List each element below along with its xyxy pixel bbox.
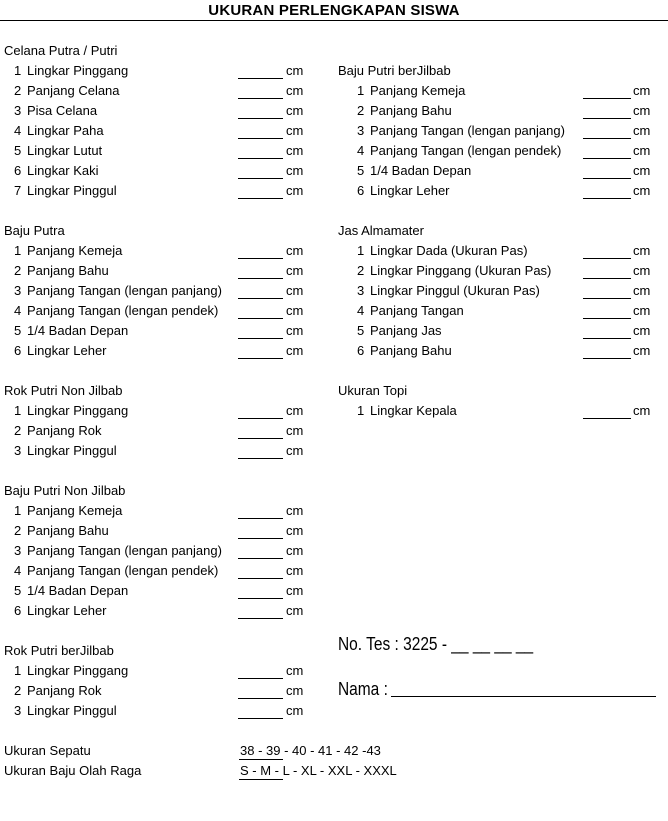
unit-label: cm	[633, 243, 651, 258]
measure-input-celana-putra-putri-1[interactable]	[238, 78, 283, 79]
unit-label: cm	[633, 263, 651, 278]
item-number: 6	[14, 603, 22, 618]
measure-input-jas-almamater-5[interactable]	[583, 338, 631, 339]
unit-label: cm	[633, 123, 651, 138]
unit-label: cm	[633, 303, 651, 318]
item-number: 3	[14, 543, 22, 558]
unit-label: cm	[633, 343, 651, 358]
unit-label: cm	[286, 443, 304, 458]
section-title-celana-putra-putri: Celana Putra / Putri	[4, 43, 118, 58]
measure-input-rok-putri-berjilbab-1[interactable]	[238, 678, 283, 679]
measure-label-lingkar-pinggul-ukuran-pas: Lingkar Pinggul (Ukuran Pas)	[370, 283, 540, 298]
unit-label: cm	[286, 683, 304, 698]
unit-label: cm	[286, 183, 304, 198]
sport-shirt-size-options[interactable]: S - M - L - XL - XXL - XXXL	[240, 763, 397, 778]
measure-input-rok-putri-non-jilbab-2[interactable]	[238, 438, 283, 439]
item-number: 1	[357, 83, 365, 98]
measure-input-baju-putri-berjilbab-4[interactable]	[583, 158, 631, 159]
item-number: 4	[14, 303, 22, 318]
measure-label-lingkar-kaki: Lingkar Kaki	[27, 163, 99, 178]
sport-shirt-size-underline	[239, 779, 283, 780]
unit-label: cm	[286, 83, 304, 98]
measure-input-celana-putra-putri-5[interactable]	[238, 158, 283, 159]
item-number: 6	[357, 183, 365, 198]
measure-input-baju-putri-non-jilbab-3[interactable]	[238, 558, 283, 559]
unit-label: cm	[633, 283, 651, 298]
item-number: 5	[14, 143, 22, 158]
measure-input-baju-putri-non-jilbab-4[interactable]	[238, 578, 283, 579]
nama-field[interactable]	[391, 696, 656, 697]
unit-label: cm	[286, 563, 304, 578]
measure-label-panjang-bahu: Panjang Bahu	[370, 343, 452, 358]
measure-input-baju-putri-berjilbab-1[interactable]	[583, 98, 631, 99]
nama-label: Nama :	[338, 679, 388, 699]
measure-input-rok-putri-berjilbab-2[interactable]	[238, 698, 283, 699]
item-number: 3	[357, 123, 365, 138]
item-number: 2	[14, 683, 22, 698]
measure-input-baju-putra-4[interactable]	[238, 318, 283, 319]
item-number: 2	[357, 103, 365, 118]
unit-label: cm	[286, 603, 304, 618]
measure-label-panjang-tangan-lengan-panjang: Panjang Tangan (lengan panjang)	[27, 543, 222, 558]
measure-label-lingkar-pinggang: Lingkar Pinggang	[27, 403, 129, 418]
measure-input-celana-putra-putri-4[interactable]	[238, 138, 283, 139]
unit-label: cm	[286, 123, 304, 138]
unit-label: cm	[633, 83, 651, 98]
item-number: 4	[14, 563, 22, 578]
unit-label: cm	[286, 163, 304, 178]
unit-label: cm	[286, 503, 304, 518]
measure-input-celana-putra-putri-6[interactable]	[238, 178, 283, 179]
section-title-ukuran-topi: Ukuran Topi	[338, 383, 408, 398]
measure-label-panjang-bahu: Panjang Bahu	[27, 523, 109, 538]
unit-label: cm	[286, 583, 304, 598]
measure-label-panjang-tangan-lengan-pendek: Panjang Tangan (lengan pendek)	[27, 303, 219, 318]
measure-input-baju-putra-2[interactable]	[238, 278, 283, 279]
section-title-baju-putri-berjilbab: Baju Putri berJilbab	[338, 63, 451, 78]
item-number: 1	[357, 243, 365, 258]
item-number: 5	[357, 323, 365, 338]
measure-label-panjang-tangan-lengan-pendek: Panjang Tangan (lengan pendek)	[27, 563, 219, 578]
section-title-rok-putri-non-jilbab: Rok Putri Non Jilbab	[4, 383, 123, 398]
item-number: 5	[14, 323, 22, 338]
measure-label-lingkar-pinggang-ukuran-pas: Lingkar Pinggang (Ukuran Pas)	[370, 263, 552, 278]
measure-label-lingkar-pinggang: Lingkar Pinggang	[27, 63, 129, 78]
item-number: 4	[357, 303, 365, 318]
unit-label: cm	[633, 143, 651, 158]
item-number: 6	[14, 163, 22, 178]
measure-label-1-4-badan-depan: 1/4 Badan Depan	[370, 163, 472, 178]
item-number: 4	[357, 143, 365, 158]
measure-input-rok-putri-berjilbab-3[interactable]	[238, 718, 283, 719]
unit-label: cm	[286, 283, 304, 298]
measure-label-1-4-badan-depan: 1/4 Badan Depan	[27, 583, 129, 598]
item-number: 2	[14, 523, 22, 538]
measure-label-lingkar-pinggul: Lingkar Pinggul	[27, 703, 117, 718]
item-number: 3	[14, 283, 22, 298]
measure-label-lingkar-kepala: Lingkar Kepala	[370, 403, 457, 418]
measure-input-celana-putra-putri-3[interactable]	[238, 118, 283, 119]
measure-input-baju-putri-berjilbab-2[interactable]	[583, 118, 631, 119]
item-number: 1	[357, 403, 365, 418]
page-title: UKURAN PERLENGKAPAN SISWA	[208, 2, 460, 19]
unit-label: cm	[633, 323, 651, 338]
measure-input-baju-putri-berjilbab-5[interactable]	[583, 178, 631, 179]
measure-input-baju-putri-berjilbab-6[interactable]	[583, 198, 631, 199]
item-number: 1	[14, 663, 22, 678]
measure-input-rok-putri-non-jilbab-3[interactable]	[238, 458, 283, 459]
measure-input-baju-putri-non-jilbab-5[interactable]	[238, 598, 283, 599]
unit-label: cm	[633, 103, 651, 118]
measure-label-panjang-jas: Panjang Jas	[370, 323, 442, 338]
item-number: 1	[14, 403, 22, 418]
measure-label-lingkar-pinggang: Lingkar Pinggang	[27, 663, 129, 678]
measure-label-panjang-bahu: Panjang Bahu	[27, 263, 109, 278]
measure-input-baju-putra-1[interactable]	[238, 258, 283, 259]
measure-label-panjang-rok: Panjang Rok	[27, 683, 102, 698]
unit-label: cm	[633, 183, 651, 198]
shoe-size-options[interactable]: 38 - 39 - 40 - 41 - 42 -43	[240, 743, 381, 758]
measure-input-baju-putra-3[interactable]	[238, 298, 283, 299]
measure-input-ukuran-topi-1[interactable]	[583, 418, 631, 419]
measure-label-panjang-kemeja: Panjang Kemeja	[27, 503, 123, 518]
unit-label: cm	[286, 403, 304, 418]
unit-label: cm	[286, 243, 304, 258]
item-number: 5	[14, 583, 22, 598]
measure-label-panjang-rok: Panjang Rok	[27, 423, 102, 438]
measure-label-lingkar-leher: Lingkar Leher	[27, 603, 107, 618]
item-number: 3	[14, 443, 22, 458]
item-number: 3	[14, 703, 22, 718]
item-number: 7	[14, 183, 22, 198]
measure-input-jas-almamater-1[interactable]	[583, 258, 631, 259]
measure-label-lingkar-pinggul: Lingkar Pinggul	[27, 443, 117, 458]
item-number: 1	[14, 63, 22, 78]
section-title-jas-almamater: Jas Almamater	[338, 223, 424, 238]
measure-input-baju-putri-non-jilbab-6[interactable]	[238, 618, 283, 619]
measure-label-panjang-tangan-lengan-panjang: Panjang Tangan (lengan panjang)	[27, 283, 222, 298]
title-divider	[0, 20, 668, 21]
item-number: 6	[14, 343, 22, 358]
item-number: 2	[357, 263, 365, 278]
unit-label: cm	[286, 543, 304, 558]
unit-label: cm	[286, 523, 304, 538]
unit-label: cm	[286, 323, 304, 338]
measure-input-rok-putri-non-jilbab-1[interactable]	[238, 418, 283, 419]
measure-label-lingkar-leher: Lingkar Leher	[27, 343, 107, 358]
section-title-baju-putri-non-jilbab: Baju Putri Non Jilbab	[4, 483, 126, 498]
item-number: 4	[14, 123, 22, 138]
measure-label-lingkar-pinggul: Lingkar Pinggul	[27, 183, 117, 198]
measure-label-panjang-bahu: Panjang Bahu	[370, 103, 452, 118]
item-number: 1	[14, 243, 22, 258]
measure-label-lingkar-paha: Lingkar Paha	[27, 123, 104, 138]
measure-label-lingkar-leher: Lingkar Leher	[370, 183, 450, 198]
measure-label-panjang-tangan-lengan-panjang: Panjang Tangan (lengan panjang)	[370, 123, 565, 138]
item-number: 6	[357, 343, 365, 358]
measure-input-jas-almamater-4[interactable]	[583, 318, 631, 319]
measure-input-baju-putra-6[interactable]	[238, 358, 283, 359]
measure-input-jas-almamater-3[interactable]	[583, 298, 631, 299]
unit-label: cm	[633, 403, 651, 418]
measure-label-panjang-kemeja: Panjang Kemeja	[370, 83, 466, 98]
unit-label: cm	[286, 303, 304, 318]
item-number: 5	[357, 163, 365, 178]
sport-shirt-size-label: Ukuran Baju Olah Raga	[4, 763, 142, 778]
shoe-size-label: Ukuran Sepatu	[4, 743, 91, 758]
unit-label: cm	[286, 423, 304, 438]
measure-input-celana-putra-putri-7[interactable]	[238, 198, 283, 199]
item-number: 3	[14, 103, 22, 118]
item-number: 2	[14, 423, 22, 438]
measure-input-jas-almamater-6[interactable]	[583, 358, 631, 359]
unit-label: cm	[286, 103, 304, 118]
measure-label-lingkar-lutut: Lingkar Lutut	[27, 143, 103, 158]
item-number: 2	[14, 263, 22, 278]
measure-label-lingkar-dada-ukuran-pas: Lingkar Dada (Ukuran Pas)	[370, 243, 528, 258]
unit-label: cm	[286, 703, 304, 718]
measure-input-baju-putri-non-jilbab-2[interactable]	[238, 538, 283, 539]
item-number: 3	[357, 283, 365, 298]
unit-label: cm	[286, 143, 304, 158]
measure-input-celana-putra-putri-2[interactable]	[238, 98, 283, 99]
item-number: 2	[14, 83, 22, 98]
no-tes-label: No. Tes : 3225 - __ __ __ __	[338, 634, 534, 654]
measure-input-baju-putri-berjilbab-3[interactable]	[583, 138, 631, 139]
measure-label-pisa-celana: Pisa Celana	[27, 103, 98, 118]
unit-label: cm	[286, 663, 304, 678]
unit-label: cm	[286, 343, 304, 358]
unit-label: cm	[286, 263, 304, 278]
section-title-baju-putra: Baju Putra	[4, 223, 65, 238]
measure-label-1-4-badan-depan: 1/4 Badan Depan	[27, 323, 129, 338]
item-number: 1	[14, 503, 22, 518]
shoe-size-underline	[239, 759, 283, 760]
measure-label-panjang-tangan: Panjang Tangan	[370, 303, 464, 318]
measure-input-baju-putri-non-jilbab-1[interactable]	[238, 518, 283, 519]
unit-label: cm	[286, 63, 304, 78]
measure-label-panjang-tangan-lengan-pendek: Panjang Tangan (lengan pendek)	[370, 143, 562, 158]
unit-label: cm	[633, 163, 651, 178]
measure-input-jas-almamater-2[interactable]	[583, 278, 631, 279]
measure-label-panjang-celana: Panjang Celana	[27, 83, 120, 98]
section-title-rok-putri-berjilbab: Rok Putri berJilbab	[4, 643, 114, 658]
measure-label-panjang-kemeja: Panjang Kemeja	[27, 243, 123, 258]
measure-input-baju-putra-5[interactable]	[238, 338, 283, 339]
